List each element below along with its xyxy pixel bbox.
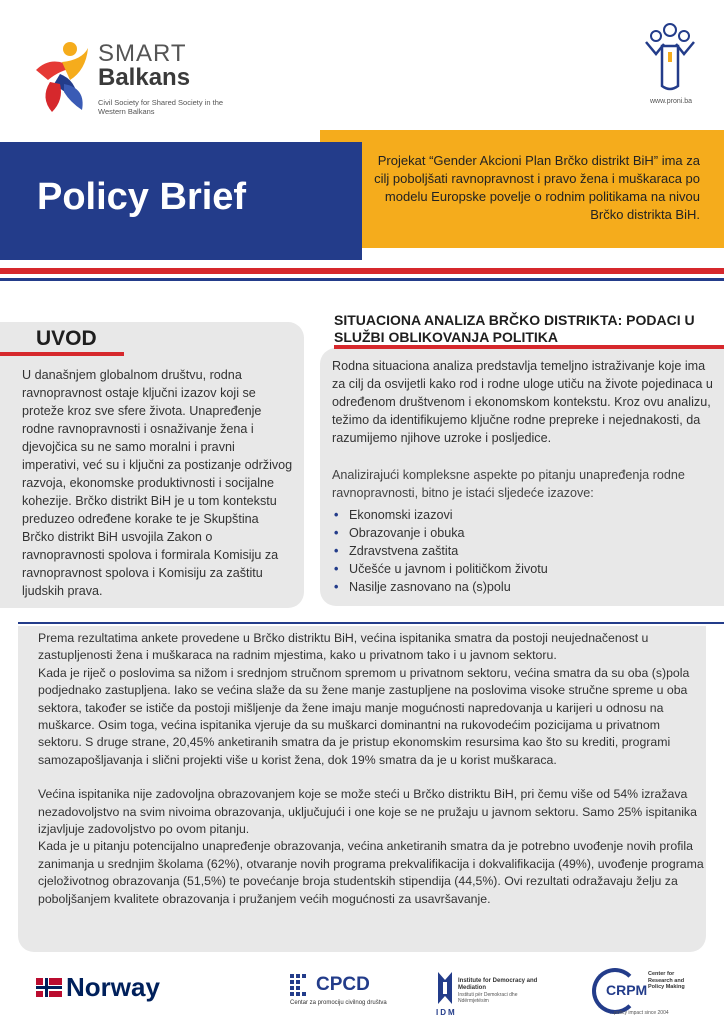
list-item: • Učešće u javnom i političkom životu	[332, 560, 716, 578]
situation-paragraph-2: Analizirajući kompleksne aspekte po pitanju unapređenja rodne ravnopravnosti, bitno je istaći sljedeće izazove:	[332, 468, 685, 500]
crpm-fullname: Center for Research and Policy Making	[648, 971, 685, 990]
divider-blue	[0, 278, 724, 281]
list-item: • Ekonomski izazovi	[332, 506, 716, 524]
situation-underline	[334, 345, 724, 349]
proni-figures-icon	[640, 22, 700, 96]
situation-paragraph-1: Rodna situaciona analiza predstavlja temeljno istraživanje koje ima za cilj da osvijetli kako rod i rodne uloge utiču na živote pojedinaca u određenom društvenom i ekonomskom kontekstu. Kroz ovu analizu, težimo da identifikujemo ključne rodne prepreke i nejednakosti, da razumijemo njihove uzroke i posljedice.	[332, 359, 713, 445]
results-paragraph-2: Kada je riječ o poslovima sa nižom i srednjom stručnom spremom u privatnom sektoru, većina smatra da su oba (s)pola podjednako zastupljena. Iako se većina slaže da su žene manje zastupljene na poslovima visoke stručne spreme u oba sektora, također se ističe da postoji mišljenje da žene imaju manje mogućnosti napredovanja u karijeri u odnosu na muškarce. Osim toga, većina ispitanika vjeruje da su muškarci dominantni na rukovodećim pozicijama u privatnom sektoru. S druge strane, 20,45% anketiranih smatra da je pristup ekonomskim resursima kao što su krediti, programi samozapošljavanja i slični projekti više u korist žena, dok 19% smatra da je u korist muškaraca.	[38, 665, 690, 767]
idm-emblem-icon	[436, 970, 454, 1006]
proni-url: www.proni.ba	[650, 98, 693, 105]
smart-brand-line1: SMART	[98, 40, 187, 67]
uvod-heading: UVOD	[36, 327, 97, 350]
cpcd-wordmark: CPCD	[316, 974, 370, 995]
situation-heading: SITUACIONA ANALIZA BRČKO DISTRIKTA: PODACI U SLUŽBI OBLIKOVANJA POLITIKA	[334, 312, 695, 345]
idm-subtitle: Instituti për Demokraci dhe Ndërmjetësim	[458, 992, 518, 1004]
list-item: • Zdravstvena zaštita	[332, 542, 716, 560]
uvod-underline	[0, 352, 124, 356]
crpm-since: ...policy impact since 2004	[610, 1010, 669, 1016]
cpcd-logo	[290, 972, 390, 1024]
norway-wordmark: Norway	[66, 972, 160, 1002]
smart-brand-line2: Balkans	[98, 64, 191, 91]
results-paragraph-4: Kada je u pitanju potencijalno unapređenje obrazovanja, većina anketiranih smatra da je potrebno uvođenje novih profila zanimanja u srednjim školama (62%), otvaranje novih programa prekvalifikacija i dokvalifikacija (49%), uvođenje programa cjeloživotnog obrazovanja (51,5%) te povećanje broja studentskih stipendija (44,5%). Ovi rezultati odražavaju želju za poboljšanjem kvalitete obrazovanja i pružanjem većih mogućnosti za usavršavanje.	[38, 839, 704, 906]
idm-name: Institute for Democracy and Mediation	[458, 978, 538, 991]
smart-balkans-figure-icon	[30, 40, 94, 116]
smart-tagline: Civil Society for Shared Society in the Western Balkans	[98, 98, 224, 116]
list-item: • Nasilje zasnovano na (s)polu	[332, 578, 716, 596]
challenges-list	[332, 506, 716, 596]
results-paragraph-3: Većina ispitanika nije zadovoljna obrazovanjem koje se može steći u Brčko distriktu BiH, pri čemu više od 54% izražava nezadovoljstvo na svim nivoima obrazovanja, uključujući i one koje se ne pružaju u javnom sektoru. Samo 25% ispitanika izjavljuje zadovoljstvo po ovom pitanju.	[38, 787, 697, 837]
page-title: Policy Brief	[37, 176, 247, 218]
cpcd-subtitle: Centar za promociju civilnog društva	[290, 1000, 387, 1006]
crpm-wordmark: CRPM	[606, 982, 648, 998]
norway-flag-icon	[36, 978, 62, 997]
crpm-logo	[588, 966, 718, 1018]
results-text	[38, 630, 704, 908]
divider-red	[0, 268, 724, 274]
results-top-rule	[18, 622, 724, 624]
uvod-text: U današnjem globalnom društvu, rodna ravnopravnost ostaje ključni izazov koji se proteže kroz sve sfere života. Unapređenje rodne ravnopravnosti i osnaživanje žena i djevojčica su ne samo moralni i pravni imperativi, već su i ključni za postizanje održivog razvoja, ekonomske produktivnosti i socijalne kohezije. Brčko distrikt BiH je u tom kontekstu preduzeo određene korake te je Skupština Brčko distrikt BiH usvojila Zakon o ravnopravnosti spolova i formirala Komisiju za ravnopravnost spolova i Komisiju za zaštitu ljudskih prava.	[22, 368, 293, 598]
project-description: Projekat “Gender Akcioni Plan Brčko distrikt BiH” ima za cilj poboljšati ravnopravnost i pravo žena i muškaraca po modelu Europske povelje o rodnim politikama na nivou Brčko distrikta BiH.	[374, 153, 700, 222]
smart-balkans-logo	[30, 40, 230, 120]
proni-logo	[640, 22, 710, 112]
idm-abbreviation: IDM	[436, 1008, 457, 1017]
list-item: • Obrazovanje i obuka	[332, 524, 716, 542]
cpcd-grid-icon	[290, 974, 314, 998]
results-paragraph-1: Prema rezultatima ankete provedene u Brčko distriktu BiH, većina ispitanika smatra da postoji neujednačenost u zastupljenosti žena i muškaraca na radnim mjestima, kako u privatnom tako i u javnom sektoru.	[38, 631, 649, 663]
idm-logo	[436, 970, 536, 1022]
